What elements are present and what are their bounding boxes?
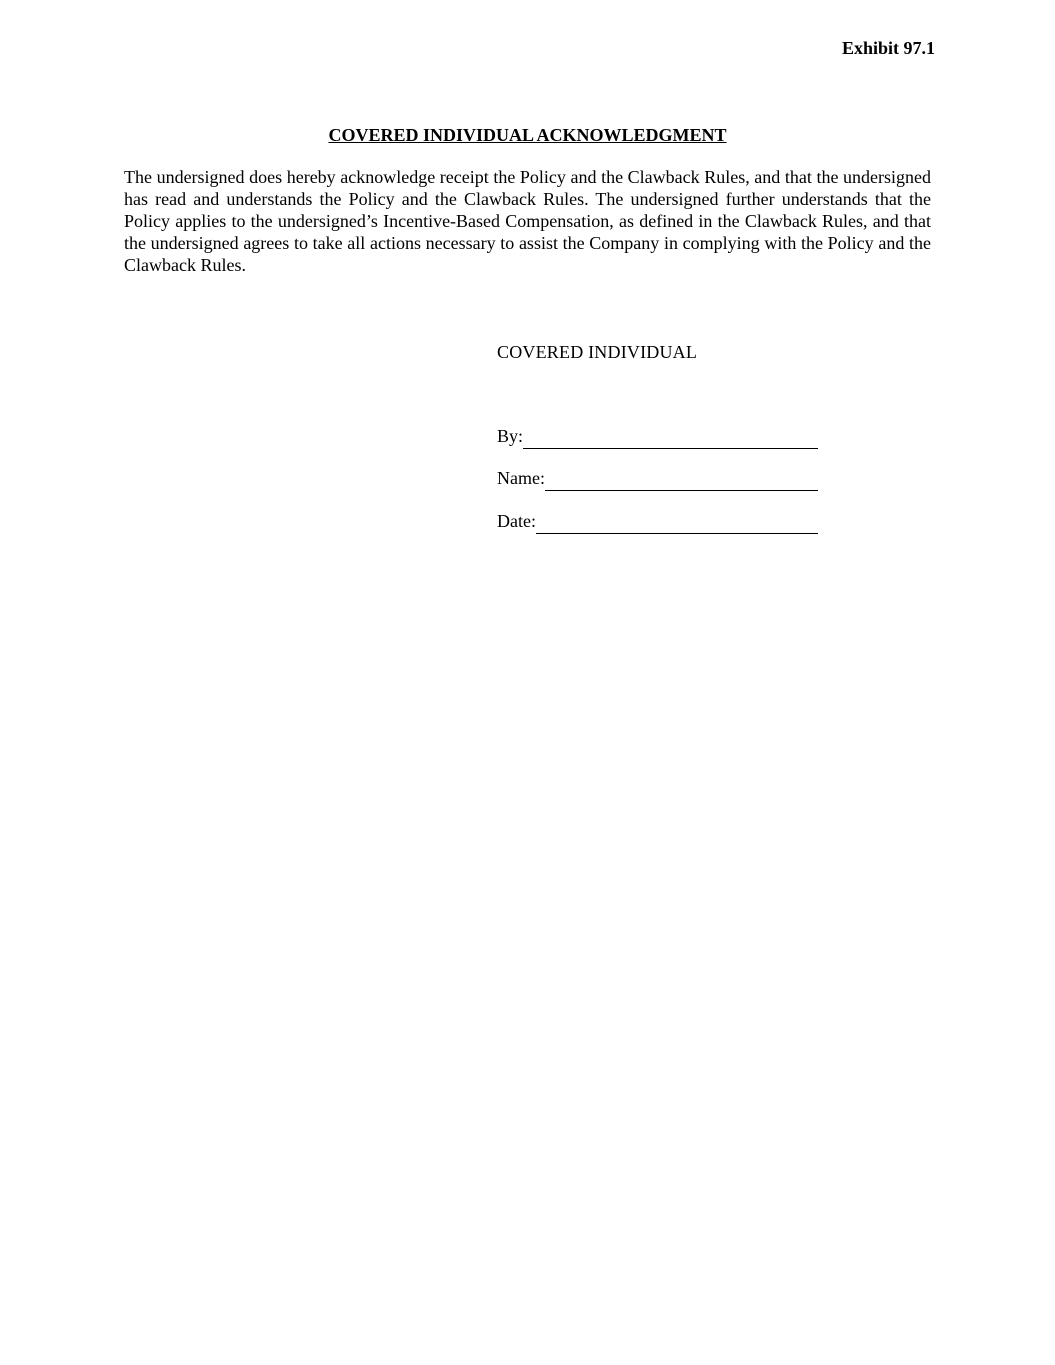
acknowledgment-paragraph: The undersigned does hereby acknowledge receipt the Policy and the Clawback Rules, and that the undersigned has read and understands the Policy and the Clawback Rules. The undersigned further understands that the Policy applies to the undersigned’s Incentive-Based Compensation, as defined in the Clawback Rules, and that the undersigned agrees to take all actions necessary to assist the Company in complying with the Policy and the Clawback Rules. — [124, 167, 931, 275]
signature-field-by — [497, 427, 818, 449]
exhibit-label: Exhibit 97.1 — [841, 38, 935, 58]
name-label: Name: — [497, 468, 545, 488]
signature-block — [497, 342, 819, 542]
by-signature-line — [523, 427, 818, 449]
date-label: Date: — [497, 511, 536, 531]
document-title: COVERED INDIVIDUAL ACKNOWLEDGMENT — [328, 125, 727, 145]
signature-heading: COVERED INDIVIDUAL — [497, 342, 698, 362]
signature-field-name — [497, 469, 818, 491]
signature-field-date — [497, 512, 818, 534]
name-signature-line — [545, 469, 818, 491]
date-signature-line — [536, 512, 818, 534]
by-label: By: — [497, 426, 524, 446]
